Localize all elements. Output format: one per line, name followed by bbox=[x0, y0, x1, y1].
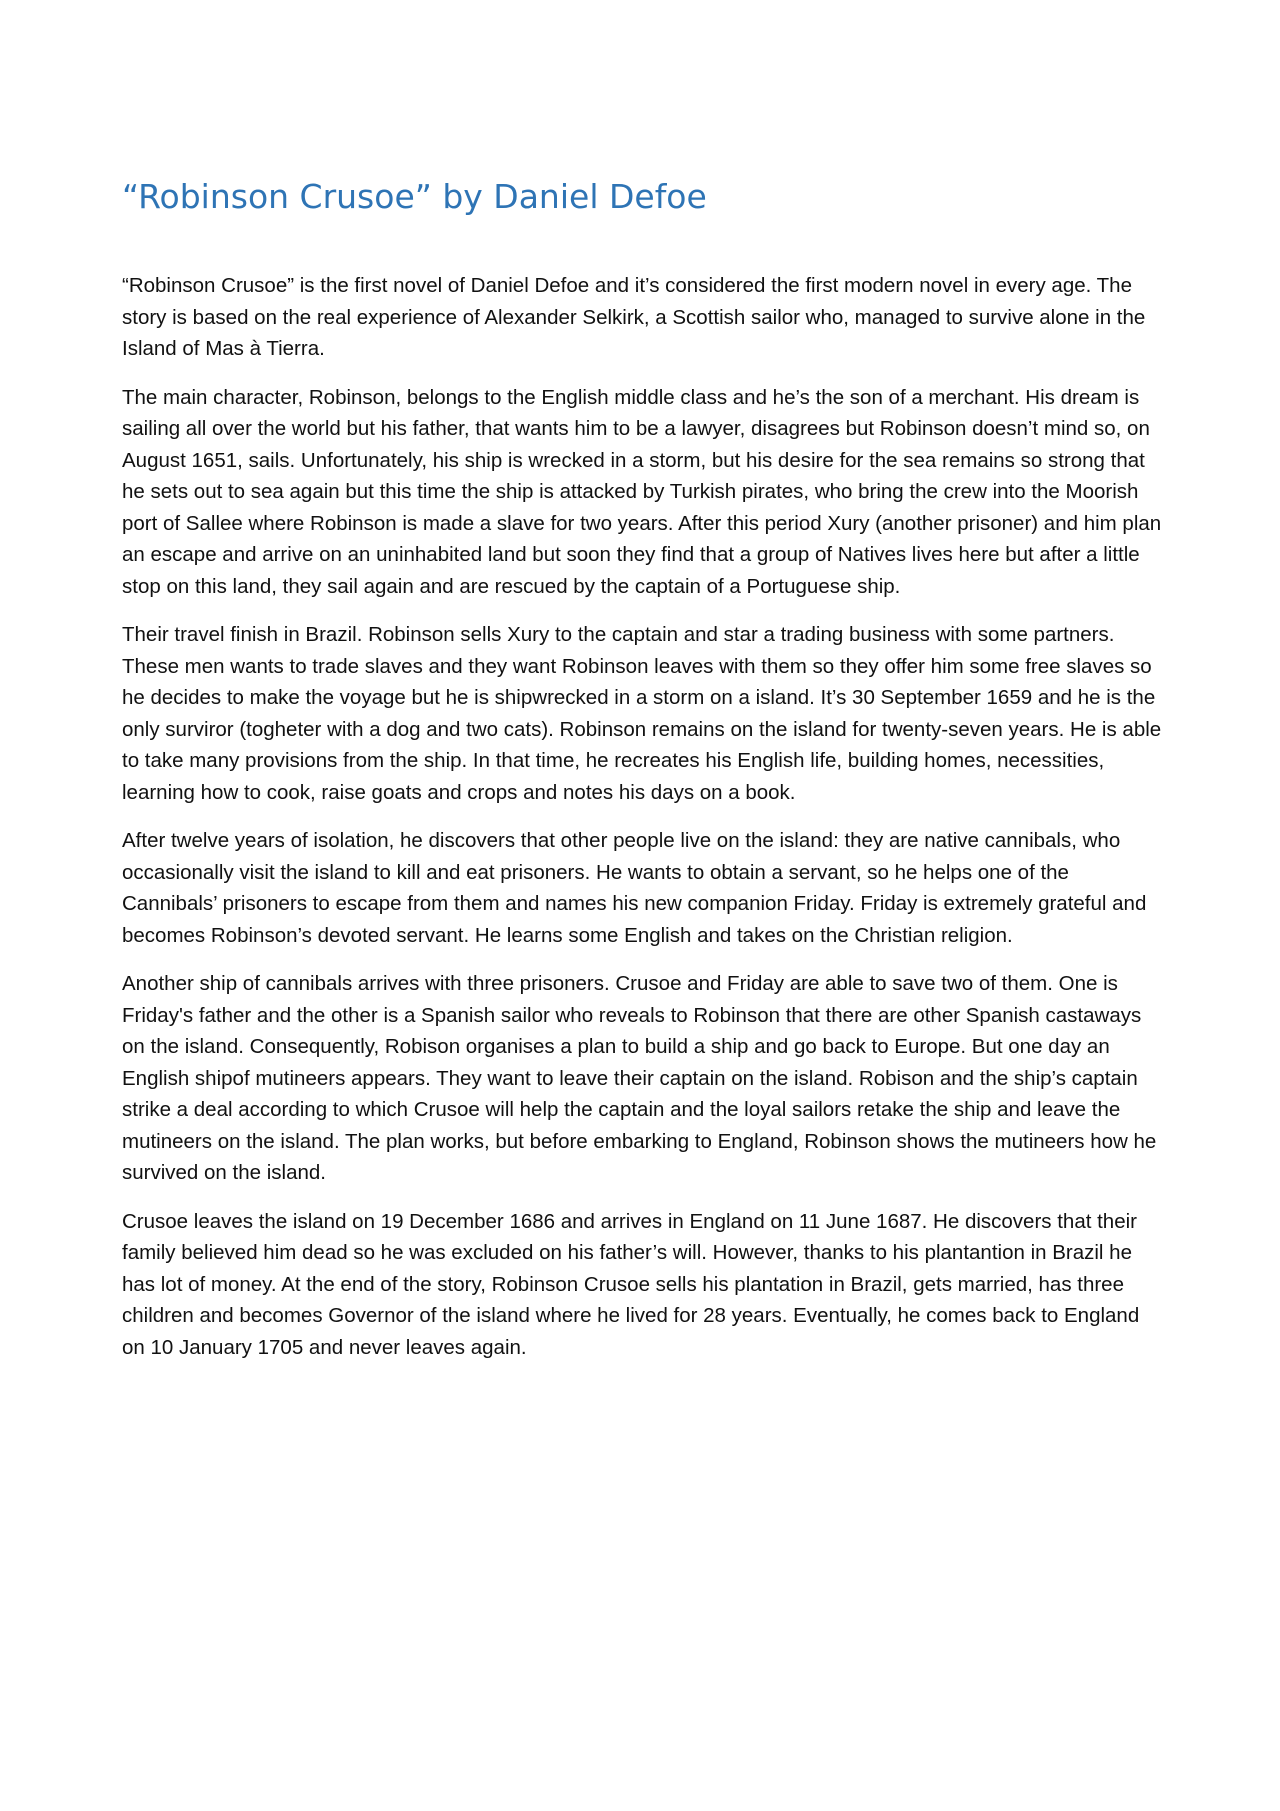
paragraph-rescue: Another ship of cannibals arrives with three prisoners. Crusoe and Friday are able to save two of them. One is Friday's father and the other is a Spanish sailor who reveals to Robinson that there are other Spanish castaways on the island. Consequently, Robison organises a plan to build a ship and go back to Europe. But one day an English shipof mutineers appears. They want to leave their captain on the island. Robison and the ship’s captain strike a deal according to which Crusoe will help the captain and the loyal sailors retake the ship and leave the mutineers on the island. The plan works, but before embarking to England, Robinson shows the mutineers how he survived on the island. bbox=[122, 972, 1157, 1184]
document-title: “Robinson Crusoe” by Daniel Defoe bbox=[122, 177, 707, 216]
document-body bbox=[122, 270, 1162, 1380]
paragraph-shipwreck: Their travel finish in Brazil. Robinson sells Xury to the captain and star a trading business with some partners. These men wants to trade slaves and they want Robinson leaves with them so they offer him some free slaves so he decides to make the voyage but he is shipwrecked in a storm on a island. It’s 30 September 1659 and he is the only surviror (togheter with a dog and two cats). Robinson remains on the island for twenty-seven years. He is able to take many provisions from the ship. In that time, he recreates his English life, building homes, necessities, learning how to cook, raise goats and crops and notes his days on a book. bbox=[122, 623, 1162, 804]
paragraph-return: Crusoe leaves the island on 19 December 1686 and arrives in England on 11 June 1687. He discovers that their family believed him dead so he was excluded on his father’s will. However, thanks to his plantantion in Brazil he has lot of money. At the end of the story, Robinson Crusoe sells his plantation in Brazil, gets married, has three children and becomes Governor of the island where he lived for 28 years. Eventually, he comes back to England on 10 January 1705 and never leaves again. bbox=[122, 1209, 1140, 1359]
paragraph-friday: After twelve years of isolation, he discovers that other people live on the island: they are native cannibals, who occasionally visit the island to kill and eat prisoners. He wants to obtain a servant, so he helps one of the Cannibals’ prisoners to escape from them and names his new companion Friday. Friday is extremely grateful and becomes Robinson’s devoted servant. He learns some English and takes on the Christian religion. bbox=[122, 829, 1147, 947]
paragraph-early-voyages: The main character, Robinson, belongs to the English middle class and he’s the son of a merchant. His dream is sailing all over the world but his father, that wants him to be a lawyer, disagrees but Robinson doesn’t mind so, on August 1651, sails. Unfortunately, his ship is wrecked in a storm, but his desire for the sea remains so strong that he sets out to sea again but this time the ship is attacked by Turkish pirates, who bring the crew into the Moorish port of Sallee where Robinson is made a slave for two years. After this period Xury (another prisoner) and him plan an escape and arrive on an uninhabited land but soon they find that a group of Natives lives here but after a little stop on this land, they sail again and are rescued by the captain of a Portuguese ship. bbox=[122, 385, 1162, 598]
paragraph-intro: “Robinson Crusoe” is the first novel of Daniel Defoe and it’s considered the first modern novel in every age. The story is based on the real experience of Alexander Selkirk, a Scottish sailor who, managed to survive alone in the Island of Mas à Tierra. bbox=[122, 274, 1146, 360]
